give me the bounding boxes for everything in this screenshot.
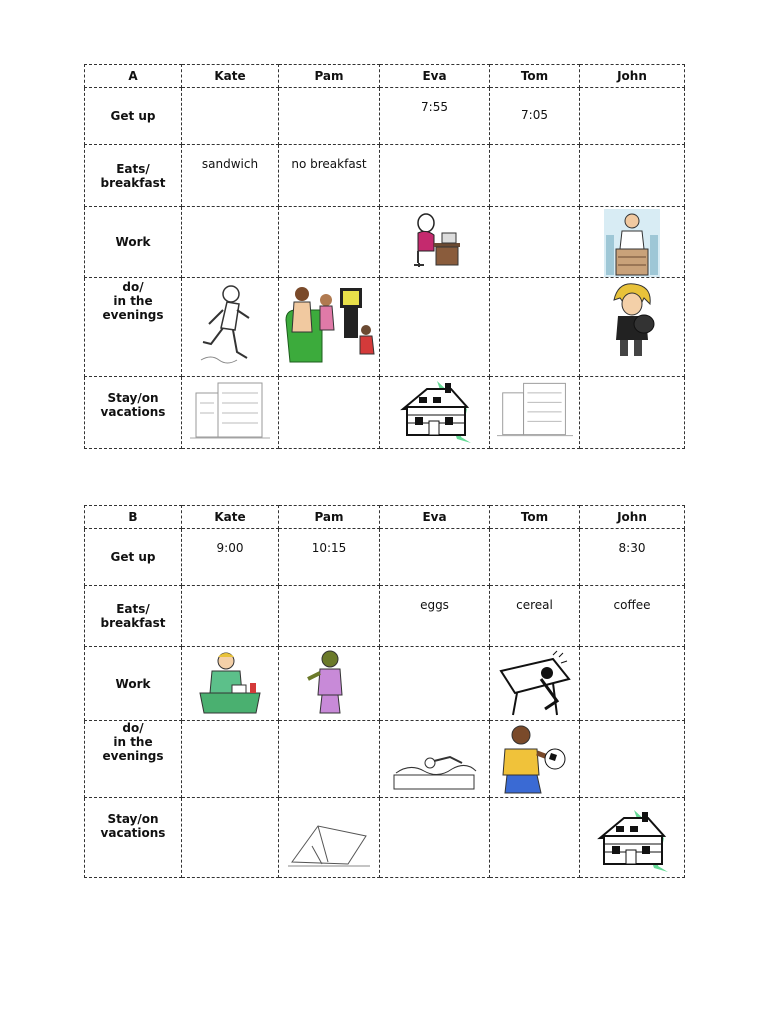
swimmer-icon <box>390 723 480 793</box>
cell-work-pam <box>279 647 380 721</box>
cell-evening-eva <box>380 721 490 798</box>
cell-evening-john <box>580 721 685 798</box>
table-b <box>84 505 685 878</box>
cell-breakfast-tom <box>490 145 580 207</box>
cell-evening-pam <box>279 721 380 798</box>
house-icon <box>397 379 473 445</box>
cell-evening-kate <box>182 278 279 377</box>
cell-get-up-tom: 7:05 <box>490 88 580 145</box>
row-label-work: Work <box>85 207 182 278</box>
table-a <box>84 64 685 449</box>
cell-get-up-eva: 7:55 <box>380 88 490 145</box>
cell-work-tom <box>490 207 580 278</box>
cell-vacation-eva <box>380 798 490 878</box>
cell-breakfast-john <box>580 145 685 207</box>
cell-get-up-pam <box>279 88 380 145</box>
cell-evening-pam <box>279 278 380 377</box>
cell-vacation-john <box>580 377 685 449</box>
cell-breakfast-pam <box>279 586 380 647</box>
cell-evening-tom <box>490 278 580 377</box>
column-header-john: John <box>580 506 685 529</box>
cell-vacation-pam <box>279 798 380 878</box>
hotel-building-icon <box>497 379 573 439</box>
cell-get-up-kate: 9:00 <box>182 529 279 586</box>
row-label-vacations: Stay/on vacations <box>85 798 182 878</box>
cell-get-up-pam: 10:15 <box>279 529 380 586</box>
cell-vacation-pam <box>279 377 380 449</box>
cell-get-up-eva <box>380 529 490 586</box>
cell-work-john <box>580 207 685 278</box>
cell-evening-kate <box>182 721 279 798</box>
cell-get-up-john: 8:30 <box>580 529 685 586</box>
cell-vacation-eva <box>380 377 490 449</box>
cell-evening-eva <box>380 278 490 377</box>
column-header-kate: Kate <box>182 506 279 529</box>
cell-work-john <box>580 647 685 721</box>
cell-breakfast-kate: sandwich <box>182 145 279 207</box>
teacher-woman-icon <box>304 649 354 717</box>
tent-icon <box>288 812 370 872</box>
cell-work-pam <box>279 207 380 278</box>
cell-get-up-kate <box>182 88 279 145</box>
cell-breakfast-kate <box>182 586 279 647</box>
cashier-icon <box>196 649 264 717</box>
cell-vacation-kate <box>182 798 279 878</box>
cell-vacation-tom <box>490 798 580 878</box>
row-label-vacations: Stay/on vacations <box>85 377 182 449</box>
cell-vacation-kate <box>182 377 279 449</box>
column-header-pam: Pam <box>279 65 380 88</box>
cell-get-up-tom <box>490 529 580 586</box>
cell-work-eva <box>380 207 490 278</box>
shop-clerk-icon <box>604 209 660 277</box>
cell-evening-tom <box>490 721 580 798</box>
hotel-building-icon <box>190 379 270 441</box>
footballer-icon <box>497 723 573 795</box>
cell-breakfast-pam: no breakfast <box>279 145 380 207</box>
column-header-tom: Tom <box>490 65 580 88</box>
cell-work-tom <box>490 647 580 721</box>
column-header-eva: Eva <box>380 65 490 88</box>
cell-work-eva <box>380 647 490 721</box>
cell-work-kate <box>182 207 279 278</box>
cell-work-kate <box>182 647 279 721</box>
column-header-john: John <box>580 65 685 88</box>
table-b-corner: B <box>85 506 182 529</box>
row-label-breakfast: Eats/ breakfast <box>85 145 182 207</box>
cell-get-up-john <box>580 88 685 145</box>
cell-vacation-john <box>580 798 685 878</box>
singer-with-guitar-icon <box>604 280 660 360</box>
architect-at-drafting-table-icon <box>497 649 573 717</box>
office-worker-at-desk-icon <box>404 209 466 271</box>
cell-vacation-tom <box>490 377 580 449</box>
column-header-kate: Kate <box>182 65 279 88</box>
row-label-work: Work <box>85 647 182 721</box>
cell-breakfast-eva <box>380 145 490 207</box>
cell-breakfast-tom: cereal <box>490 586 580 647</box>
column-header-tom: Tom <box>490 506 580 529</box>
people-watching-tv-icon <box>282 280 376 364</box>
row-label-evenings: do/ in the evenings <box>85 721 182 798</box>
house-icon <box>594 808 670 874</box>
row-label-get-up: Get up <box>85 529 182 586</box>
column-header-eva: Eva <box>380 506 490 529</box>
jogging-man-icon <box>197 280 263 372</box>
cell-breakfast-john: coffee <box>580 586 685 647</box>
row-label-evenings: do/ in the evenings <box>85 278 182 377</box>
row-label-breakfast: Eats/ breakfast <box>85 586 182 647</box>
table-a-corner: A <box>85 65 182 88</box>
cell-evening-john <box>580 278 685 377</box>
row-label-get-up: Get up <box>85 88 182 145</box>
cell-breakfast-eva: eggs <box>380 586 490 647</box>
column-header-pam: Pam <box>279 506 380 529</box>
